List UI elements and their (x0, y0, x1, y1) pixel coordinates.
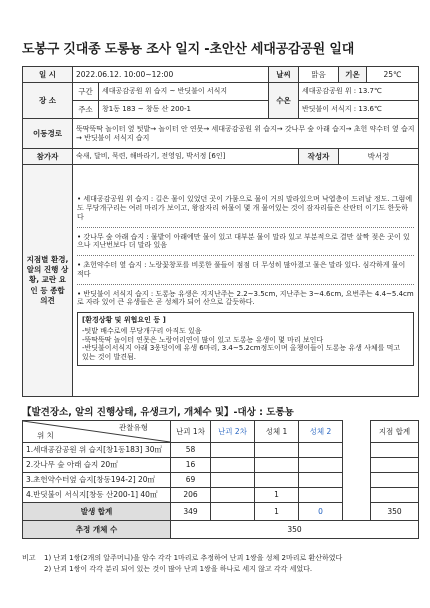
cell: 69 (171, 473, 211, 488)
estimate-value: 350 (171, 521, 419, 539)
weather-label: 날씨 (269, 67, 299, 83)
table-row (23, 473, 419, 488)
corner-top-label: 관찰유형 (119, 423, 148, 432)
cell (255, 458, 299, 473)
corner-bottom-label: 위 치 (37, 430, 54, 440)
sum-cell (211, 503, 255, 521)
spacer-cell (343, 488, 371, 503)
section-title: 【발견장소, 알의 진행상태, 유생크기, 개체수 및】-대상 : 도롱뇽 (22, 407, 294, 418)
date-value: 2022.06.12. 10:00~12:00 (73, 67, 269, 83)
count-table (22, 420, 419, 539)
cell (371, 488, 419, 503)
route-label: 이동경로 (23, 119, 73, 149)
cell (211, 443, 255, 458)
col-header: 난괴 1차 (171, 421, 211, 443)
section-label: 구간 (73, 83, 99, 101)
divider (77, 227, 414, 228)
observation-item: • 반딧불이 서식지 습지 : 도롱뇽 유생은 지지난주는 2.2~3.5cm, 지난주는 3~4.6cm, 요번주는 4.4~5.4cm로 자라 있어 큰 유생들은 곧 성체가 되어 산으로 갈듯하다. (77, 289, 414, 307)
observation-item: • 갓나무 숲 아래 습지 : 물밭이 아래에만 물이 있고 대부분 물이 말라 있고 부분적으로 결만 살짝 젖은 곳이 있으나 지난번보다 더 말라 있음 (77, 232, 410, 250)
threat-line: -뚝딱뚝딱 놀이터 연못은 노랑어리연이 많이 있고 도롱뇽 유생이 몇 마리 보인다 (82, 335, 324, 344)
spacer-cell (343, 421, 371, 443)
row-location: 2.갓나무 숲 아래 습지 20㎡ (23, 458, 171, 473)
writer-value: 박서정 (339, 149, 419, 165)
cell (211, 488, 255, 503)
cell (255, 443, 299, 458)
cell (255, 473, 299, 488)
row-location: 4.반딧불이 서식지[창동 산200-1] 40㎡ (23, 488, 171, 503)
table-row (23, 488, 419, 503)
threat-line: -텃밭 배수로에 무당개구리 아직도 있음 (82, 326, 202, 335)
survey-info-table (22, 66, 419, 397)
spacer-cell (343, 473, 371, 488)
cell (211, 473, 255, 488)
section-value: 세대공감공원 위 습지 ~ 반딧불이 서식지 (99, 83, 269, 101)
cell (299, 443, 343, 458)
table-corner-header (23, 421, 171, 443)
date-label: 일 시 (23, 67, 73, 83)
col-header: 성체 1 (255, 421, 299, 443)
table-row (23, 443, 419, 458)
row-location: 1.세대공감공원 위 습지[창1동183] 30㎡ (23, 443, 171, 458)
col-header: 성체 2 (299, 421, 343, 443)
weather-value: 맑음 (299, 67, 339, 83)
cell: 58 (171, 443, 211, 458)
sum-cell: 0 (299, 503, 343, 521)
cell (371, 473, 419, 488)
sum-label: 발생 합계 (23, 503, 171, 521)
col-header: 난괴 2차 (211, 421, 255, 443)
notes (22, 553, 422, 574)
sum-row (23, 503, 419, 521)
water-temp-2: 반딧불이 서식지 : 13.6℃ (299, 101, 419, 119)
col-header: 지점 합계 (371, 421, 419, 443)
cell (371, 458, 419, 473)
cell (299, 488, 343, 503)
cell (299, 473, 343, 488)
address-label: 주소 (73, 101, 99, 119)
writer-label: 작성자 (299, 149, 339, 165)
observation-item: • 초헌약수터 옆 습지 : 노랑꽃창포를 비롯한 풀들이 점점 더 무성히 많아졌고 물은 말라 있다. 심각하게 물이 적다 (77, 261, 406, 278)
divider (77, 255, 414, 256)
cell: 16 (171, 458, 211, 473)
observation-item: • 세대공감공원 위 습지 : 길은 물이 있었던 곳이 가뭄으로 물이 거의 말라있으며 낙엽층이 드러날 정도. 그럼에도 무당개구리는 여러 마리가 보이고, 왕잠자리 허물이 몇 개 물어있는 것이 잠자리들은 산란터 이기도 한듯하다 (77, 195, 413, 221)
note-line: 2) 난괴 1쌍이 각각 분리 되어 있는 것이 많아 난괴 1쌍을 하나로 세지 않고 각각 세었다. (44, 564, 313, 573)
spacer-cell (343, 503, 371, 521)
row-location: 3.초헌약수터옆 습지[창동194-2] 20㎡ (23, 473, 171, 488)
estimate-row (23, 521, 419, 539)
estimate-label: 추정 개체 수 (23, 521, 171, 539)
page-title: 도봉구 깃대종 도롱뇽 조사 일지 -초안산 세대공감공원 일대 (22, 42, 355, 57)
spacer-cell (343, 458, 371, 473)
cell: 1 (255, 488, 299, 503)
threat-line: -반딧불이서식지 아래 3웅덩이에 유생 6마리, 3.4~5.2cm정도이며 올챙이들이 도롱뇽 유생 사체를 먹고 있는 것이 발견됨. (82, 344, 401, 361)
sum-cell: 1 (255, 503, 299, 521)
sum-cell: 350 (371, 503, 419, 521)
observation-label: 지점별 환경, 알의 진행 상황, 교란 요인 등 종합 의견 (23, 165, 73, 397)
cell (299, 458, 343, 473)
observation-content (73, 165, 419, 397)
participants-value: 숙새, 달비, 묵련, 해바라기, 전영임, 박서정 [6인] (73, 149, 299, 165)
cell: 206 (171, 488, 211, 503)
table-row (23, 458, 419, 473)
threat-box-title: [환경상황 및 위협요인 등 ] (82, 316, 166, 324)
notes-label: 비고 (22, 554, 36, 562)
participants-label: 참가자 (23, 149, 73, 165)
cell (211, 458, 255, 473)
spacer-cell (343, 443, 371, 458)
route-value: 뚝딱뚝딱 놀이터 옆 텃밭→ 놀이터 안 연못→ 세대공감공원 위 습지→ 갓나무 숲 아래 습지→ 초헌 약수터 옆 습지→ 반딧불이 서식지 습지 (73, 119, 419, 149)
place-label: 장 소 (23, 83, 73, 119)
divider (77, 284, 414, 285)
water-temp-label: 수온 (269, 83, 299, 119)
sum-cell: 349 (171, 503, 211, 521)
address-value: 창1동 183 ~ 창동 산 200-1 (99, 101, 269, 119)
threat-box (77, 312, 414, 366)
temp-value: 25℃ (367, 67, 419, 83)
note-line: 1) 난괴 1쌍(2개의 알주머니)을 암수 각각 1마리로 추정하여 난괴 1쌍을 성체 2마리로 환산하였다 (44, 554, 343, 562)
water-temp-1: 세대공감공원 위 : 13.7℃ (299, 83, 419, 101)
temp-label: 기온 (339, 67, 367, 83)
cell (371, 443, 419, 458)
